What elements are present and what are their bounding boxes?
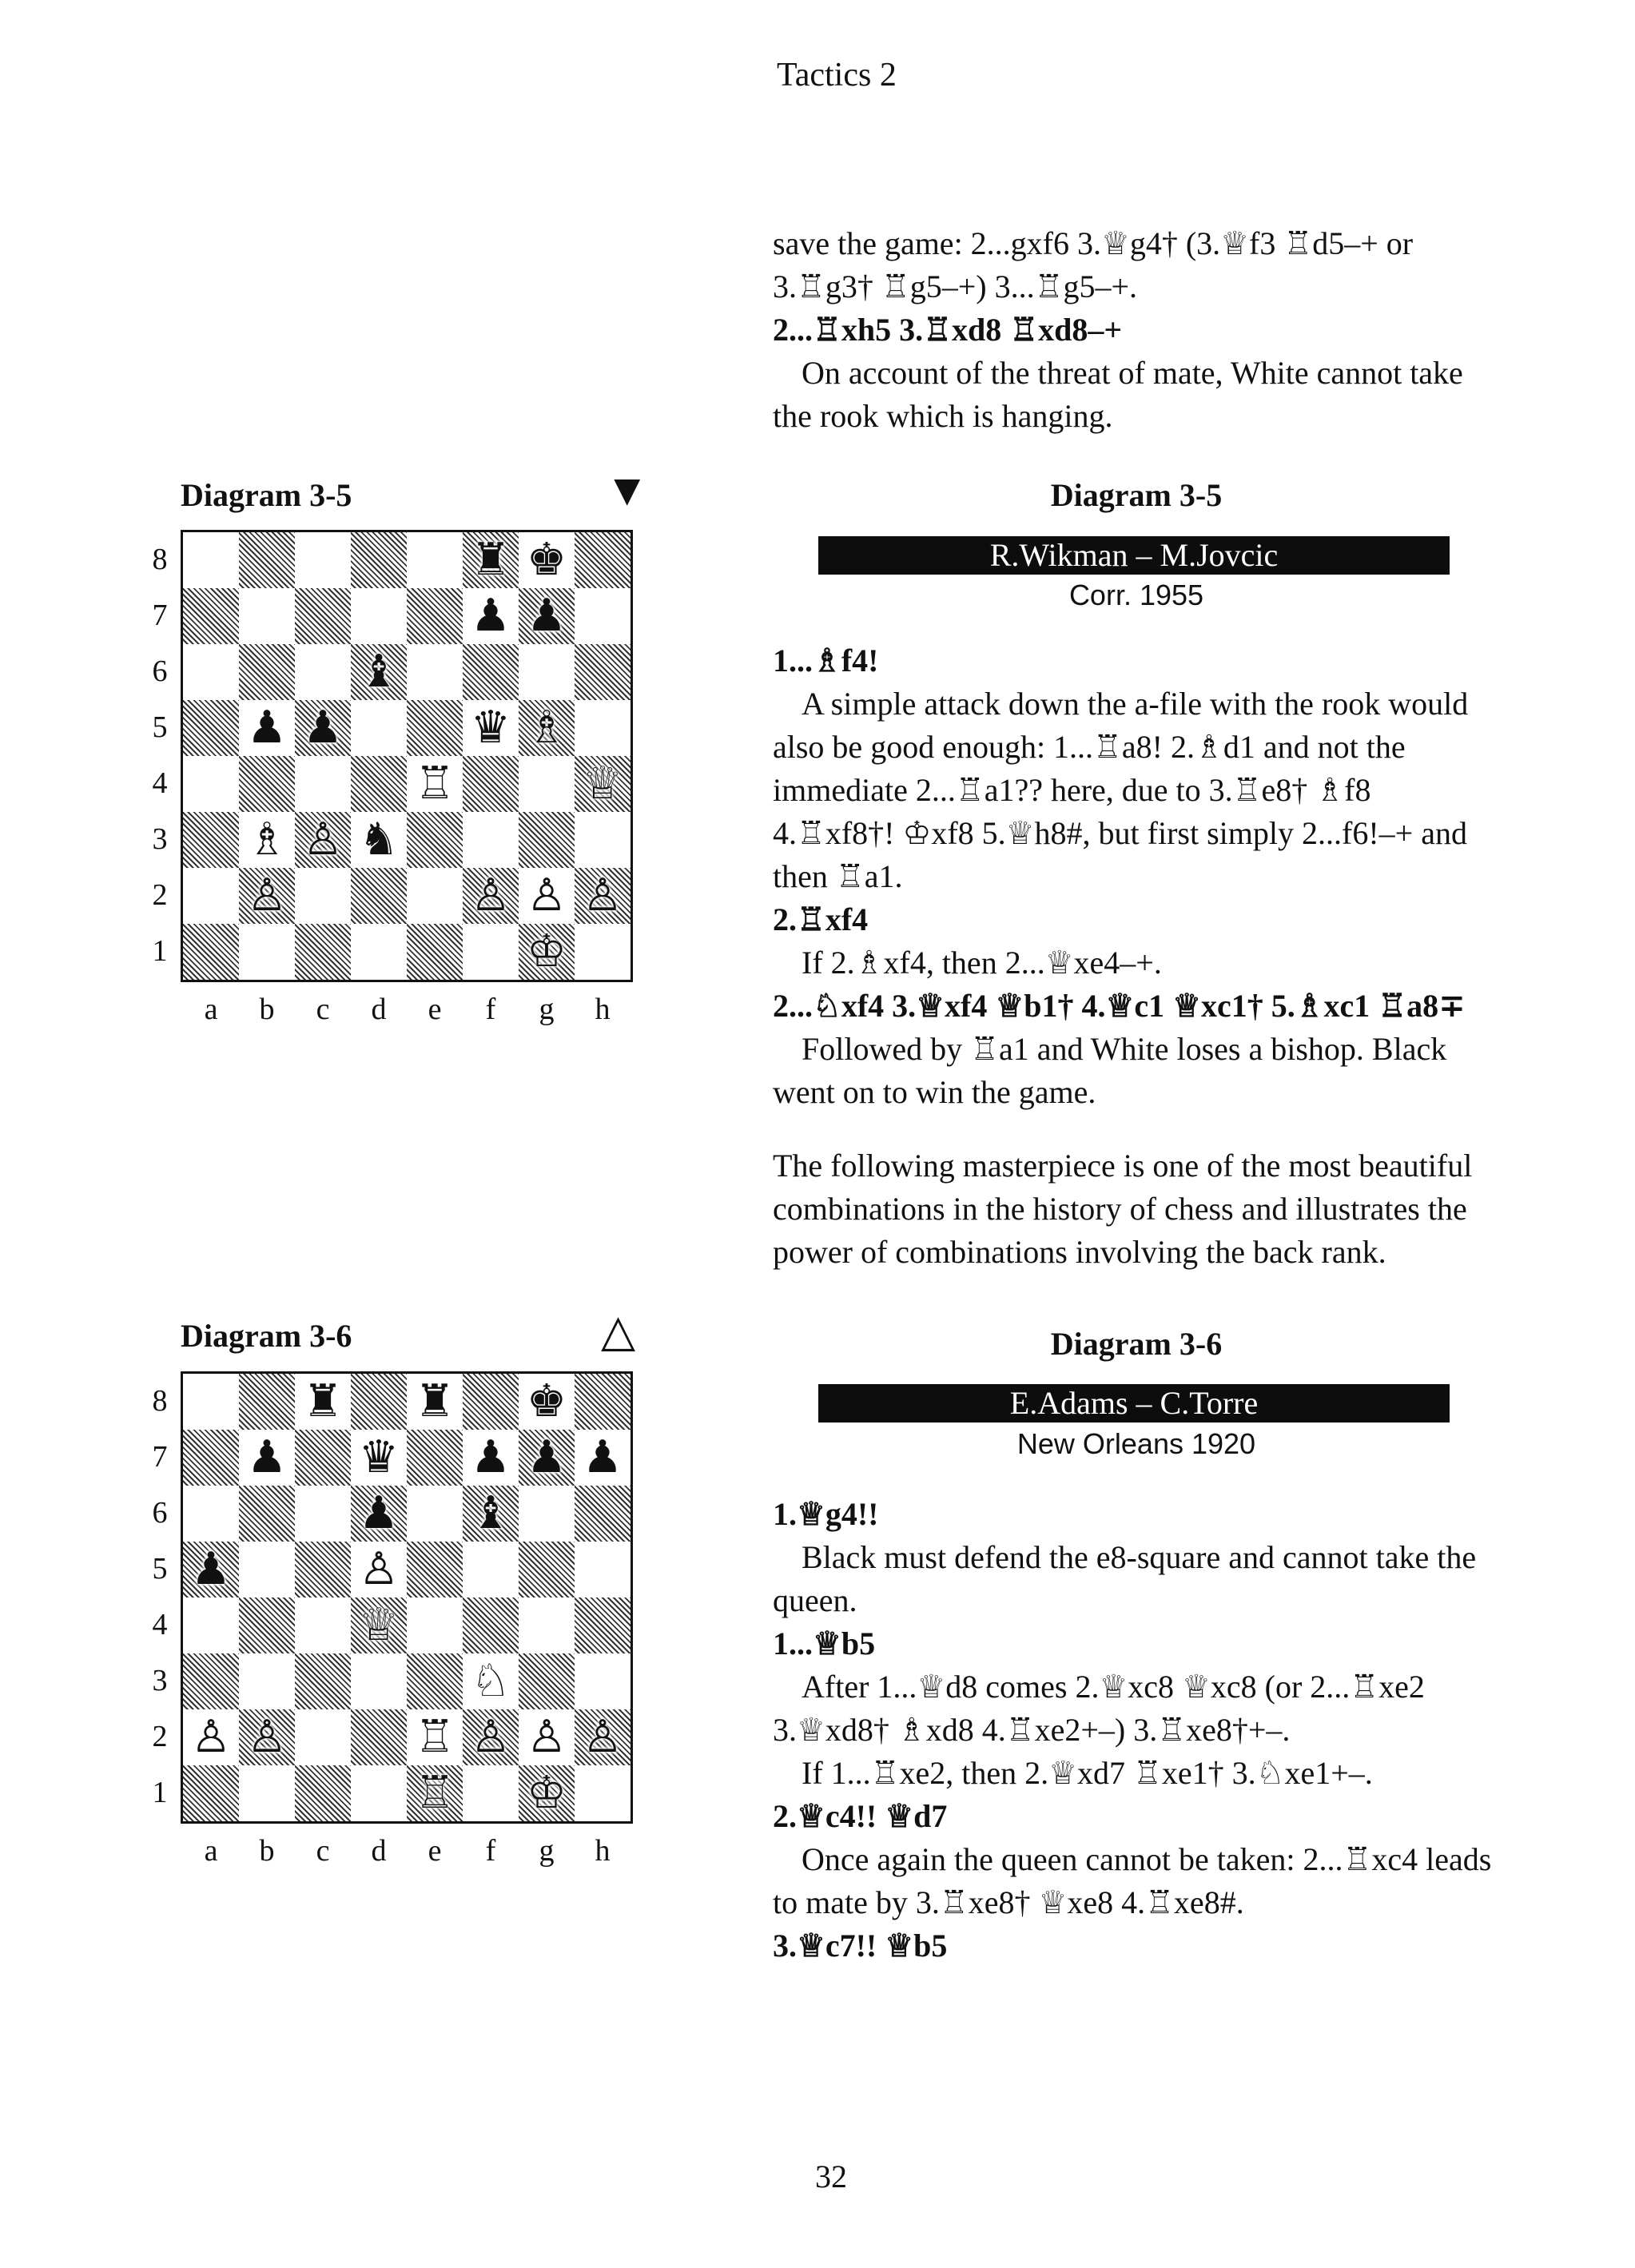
board-square [295, 1430, 351, 1486]
board-square [519, 924, 575, 980]
board-square [407, 1430, 463, 1486]
running-header: Tactics 2 [777, 57, 897, 94]
board-square [239, 756, 295, 812]
transition-text [773, 1144, 1500, 1274]
file-label: g [539, 1834, 555, 1868]
black-pawn-icon: ♟ [246, 1431, 288, 1483]
board-square [183, 1765, 239, 1821]
board-square [351, 644, 407, 700]
file-label: g [539, 993, 555, 1026]
board-square [295, 1709, 351, 1765]
file-label: b [259, 1834, 275, 1868]
black-pawn-icon: ♟ [582, 1431, 623, 1483]
board-square [463, 924, 519, 980]
board-square [575, 924, 631, 980]
board-square [183, 1542, 239, 1598]
board-square [463, 644, 519, 700]
black-king-icon: ♚ [526, 1375, 567, 1427]
board-square [295, 644, 351, 700]
intro-line: save the game: 2...gxf6 3.♕g4† (3.♕f3 ♖d5–+ or [773, 225, 1414, 261]
board-square [407, 1542, 463, 1598]
board-square [407, 1653, 463, 1709]
diagram-3-6-heading: Diagram 3-6 [1050, 1326, 1223, 1362]
black-pawn-icon: ♟ [358, 1487, 400, 1539]
board-square [519, 1430, 575, 1486]
rank-label: 2 [152, 1720, 168, 1753]
black-pawn-icon: ♟ [302, 702, 344, 754]
diagram-3-6-label: Diagram 3-6 [181, 1318, 352, 1354]
board-square [183, 644, 239, 700]
board-square [295, 1598, 351, 1653]
board-square [183, 868, 239, 924]
file-label: a [204, 1834, 218, 1868]
file-label: a [204, 993, 218, 1026]
rank-label: 7 [152, 599, 168, 632]
board-square [407, 1374, 463, 1430]
black-bishop-icon: ♝ [470, 1487, 511, 1539]
white-pawn-icon: ♙ [470, 1711, 511, 1763]
board-square [575, 700, 631, 756]
board-square [351, 1765, 407, 1821]
board-square [239, 532, 295, 588]
white-king-icon: ♔ [526, 925, 567, 977]
rank-label: 8 [152, 1384, 168, 1418]
board-square [519, 644, 575, 700]
board-square [351, 924, 407, 980]
board-square [463, 1542, 519, 1598]
white-rook-icon: ♖ [414, 1711, 455, 1763]
board-square [575, 1653, 631, 1709]
board-square [351, 1653, 407, 1709]
board-square [519, 588, 575, 644]
rank-label: 4 [152, 766, 168, 800]
transition-paragraph: The following masterpiece is one of the most beautiful combinations in the history of chess and illustrates the power of combinations involving the back rank. [773, 1148, 1473, 1270]
board-square [463, 532, 519, 588]
board-square [239, 868, 295, 924]
intro-comment: On account of the threat of mate, White cannot take the rook which is hanging. [773, 355, 1463, 434]
board-square [407, 812, 463, 868]
black-queen-icon: ♛ [470, 702, 511, 754]
board-square [351, 588, 407, 644]
move-line: 1.♕g4!! [773, 1496, 879, 1532]
board-square [239, 700, 295, 756]
board-square [519, 1374, 575, 1430]
board-square [575, 1486, 631, 1542]
black-pawn-icon: ♟ [526, 1431, 567, 1483]
board-square [295, 924, 351, 980]
game-event: Corr. 1955 [1068, 579, 1204, 611]
white-bishop-icon: ♗ [246, 814, 288, 865]
board-square [575, 1709, 631, 1765]
page-number: 32 [815, 2159, 847, 2194]
board-square [295, 1542, 351, 1598]
board-square [575, 1598, 631, 1653]
board-square [463, 868, 519, 924]
white-pawn-icon: ♙ [246, 1711, 288, 1763]
file-label: h [595, 993, 611, 1026]
board-square [463, 1486, 519, 1542]
board-square [295, 812, 351, 868]
rank-label: 5 [152, 710, 168, 744]
white-pawn-icon: ♙ [302, 814, 344, 865]
file-label: c [316, 993, 330, 1026]
move-line: 1...♕b5 [773, 1625, 876, 1661]
game-players-bar: R.Wikman – M.Jovcic [818, 536, 1450, 575]
board-square [519, 1598, 575, 1653]
board-square [463, 812, 519, 868]
board-square [239, 1765, 295, 1821]
board-square [239, 1486, 295, 1542]
commentary-paragraph: If 2.♗xf4, then 2...♕xe4–+. [802, 945, 1162, 981]
board-square [519, 1765, 575, 1821]
file-label: d [371, 993, 387, 1026]
chess-board [181, 1371, 633, 1824]
board-square [239, 1709, 295, 1765]
file-label: e [428, 1834, 442, 1868]
white-queen-icon: ♕ [582, 758, 623, 810]
board-square [407, 700, 463, 756]
board-square [351, 1374, 407, 1430]
board-square [295, 1653, 351, 1709]
board-square [239, 1542, 295, 1598]
board-square [239, 1653, 295, 1709]
white-pawn-icon: ♙ [358, 1543, 400, 1595]
board-square [519, 700, 575, 756]
board-square [295, 1486, 351, 1542]
board-square [575, 1374, 631, 1430]
file-label: f [485, 993, 496, 1026]
board-square [351, 1430, 407, 1486]
board-square [575, 868, 631, 924]
board-square [407, 588, 463, 644]
board-square [519, 1486, 575, 1542]
black-rook-icon: ♜ [302, 1375, 344, 1427]
board-square [407, 1765, 463, 1821]
white-rook-icon: ♖ [414, 758, 455, 810]
black-king-icon: ♚ [526, 534, 567, 586]
diagram-3-6-commentary [773, 1493, 1500, 1968]
board-square [351, 1542, 407, 1598]
intro-line: 3.♖g3† ♖g5–+) 3...♖g5–+. [773, 269, 1138, 304]
game-players-bar: E.Adams – C.Torre [818, 1384, 1450, 1422]
rank-label: 4 [152, 1608, 168, 1641]
commentary-paragraph: If 1...♖xe2, then 2.♕xd7 ♖xe1† 3.♘xe1+–. [802, 1755, 1373, 1791]
intro-text [773, 222, 1500, 438]
white-pawn-icon: ♙ [526, 869, 567, 921]
commentary-paragraph: Once again the queen cannot be taken: 2...♖xc4 leads to mate by 3.♖xe8† ♕xe8 4.♖xe8#. [773, 1841, 1492, 1920]
board-square [239, 1598, 295, 1653]
board-square [183, 1486, 239, 1542]
rank-label: 3 [152, 822, 168, 856]
board-square [519, 756, 575, 812]
board-square [295, 868, 351, 924]
board-square [183, 532, 239, 588]
file-label: h [595, 1834, 611, 1868]
board-square [351, 756, 407, 812]
board-square [519, 812, 575, 868]
board-square [575, 1430, 631, 1486]
board-square [407, 644, 463, 700]
board-square [575, 1542, 631, 1598]
move-line: 2.♕c4!! ♕d7 [773, 1798, 948, 1834]
board-square [575, 644, 631, 700]
file-label: c [316, 1834, 330, 1868]
board-square [239, 812, 295, 868]
commentary-paragraph: After 1...♕d8 comes 2.♕xc8 ♕xc8 (or 2...♖xe2 3.♕xd8† ♗xd8 4.♖xe2+–) 3.♖xe8†+–. [773, 1669, 1425, 1748]
rank-label: 1 [152, 1776, 168, 1809]
black-pawn-icon: ♟ [470, 590, 511, 642]
white-king-icon: ♔ [526, 1767, 567, 1819]
commentary-paragraph: Followed by ♖a1 and White loses a bishop. Black went on to win the game. [773, 1031, 1447, 1110]
board-square [463, 1430, 519, 1486]
rank-label: 3 [152, 1664, 168, 1697]
board-square [407, 532, 463, 588]
move-line: 2...♘xf4 3.♕xf4 ♕b1† 4.♕c1 ♕xc1† 5.♗xc1 ♖a8∓ [773, 988, 1466, 1024]
file-label: f [485, 1834, 496, 1868]
black-queen-icon: ♛ [358, 1431, 400, 1483]
rank-label: 8 [152, 543, 168, 576]
white-to-move-icon: △ [601, 1307, 636, 1356]
board-square [295, 1374, 351, 1430]
move-line: 3.♕c7!! ♕b5 [773, 1928, 948, 1964]
board-square [519, 868, 575, 924]
white-pawn-icon: ♙ [190, 1711, 232, 1763]
file-label: d [371, 1834, 387, 1868]
board-square [519, 1653, 575, 1709]
black-bishop-icon: ♝ [358, 646, 400, 698]
board-square [463, 1653, 519, 1709]
board-square [183, 700, 239, 756]
rank-label: 6 [152, 1496, 168, 1530]
board-square [183, 1653, 239, 1709]
board-square [239, 644, 295, 700]
board-square [351, 868, 407, 924]
white-pawn-icon: ♙ [582, 1711, 623, 1763]
black-pawn-icon: ♟ [470, 1431, 511, 1483]
black-knight-icon: ♞ [358, 814, 400, 865]
commentary-paragraph: A simple attack down the a-file with the rook would also be good enough: 1...♖a8! 2.♗d1 and not the immediate 2...♖a1?? here, due to 3.♖e8† ♗f8 4.♖xf8†! ♔xf8 5.♕h8#, but first simply 2...f6!–+ and then ♖a1. [773, 686, 1469, 894]
black-pawn-icon: ♟ [526, 590, 567, 642]
board-square [575, 588, 631, 644]
black-rook-icon: ♜ [414, 1375, 455, 1427]
move-line: 1...♗f4! [773, 643, 879, 678]
board-square [519, 1542, 575, 1598]
board-square [463, 700, 519, 756]
board-square [407, 868, 463, 924]
board-square [183, 588, 239, 644]
board-square [295, 532, 351, 588]
rank-label: 1 [152, 934, 168, 968]
rank-label: 6 [152, 655, 168, 688]
diagram-3-5-heading: Diagram 3-5 [1050, 477, 1223, 513]
white-rook-icon: ♖ [414, 1767, 455, 1819]
board-square [351, 812, 407, 868]
board-square [463, 588, 519, 644]
white-queen-icon: ♕ [358, 1599, 400, 1651]
board-square [463, 1374, 519, 1430]
board-square [183, 1430, 239, 1486]
board-square [407, 1709, 463, 1765]
board-square [463, 1598, 519, 1653]
board-square [407, 1598, 463, 1653]
board-square [463, 756, 519, 812]
chess-board [181, 530, 633, 982]
board-square [407, 924, 463, 980]
white-pawn-icon: ♙ [526, 1711, 567, 1763]
board-square [295, 1765, 351, 1821]
black-to-move-icon: ▼ [605, 466, 650, 515]
white-pawn-icon: ♙ [246, 869, 288, 921]
rank-label: 5 [152, 1552, 168, 1586]
board-square [183, 1374, 239, 1430]
board-square [351, 1709, 407, 1765]
board-square [519, 1709, 575, 1765]
diagram-3-5-label: Diagram 3-5 [181, 477, 352, 513]
board-square [463, 1765, 519, 1821]
board-square [519, 532, 575, 588]
rank-label: 7 [152, 1440, 168, 1474]
board-square [183, 812, 239, 868]
board-square [575, 756, 631, 812]
board-square [183, 1598, 239, 1653]
board-square [239, 1374, 295, 1430]
board-square [295, 588, 351, 644]
board-square [295, 700, 351, 756]
board-square [183, 756, 239, 812]
file-label: e [428, 993, 442, 1026]
white-bishop-icon: ♗ [526, 702, 567, 754]
black-pawn-icon: ♟ [246, 702, 288, 754]
board-square [183, 1709, 239, 1765]
black-pawn-icon: ♟ [190, 1543, 232, 1595]
game-event: New Orleans 1920 [1016, 1427, 1256, 1460]
board-square [575, 812, 631, 868]
board-square [351, 1598, 407, 1653]
board-square [239, 1430, 295, 1486]
board-square [295, 756, 351, 812]
black-rook-icon: ♜ [470, 534, 511, 586]
white-pawn-icon: ♙ [582, 869, 623, 921]
white-knight-icon: ♘ [470, 1655, 511, 1707]
board-square [351, 700, 407, 756]
board-square [407, 756, 463, 812]
commentary-paragraph: Black must defend the e8-square and cannot take the queen. [773, 1539, 1477, 1618]
board-square [575, 1765, 631, 1821]
board-square [351, 1486, 407, 1542]
intro-move: 2...♖xh5 3.♖xd8 ♖xd8–+ [773, 312, 1123, 348]
white-pawn-icon: ♙ [470, 869, 511, 921]
move-line: 2.♖xf4 [773, 901, 869, 937]
rank-label: 2 [152, 878, 168, 912]
board-square [183, 924, 239, 980]
board-square [239, 588, 295, 644]
board-square [351, 532, 407, 588]
board-square [463, 1709, 519, 1765]
file-label: b [259, 993, 275, 1026]
board-square [239, 924, 295, 980]
board-square [407, 1486, 463, 1542]
diagram-3-5-commentary [773, 639, 1500, 1114]
board-square [575, 532, 631, 588]
